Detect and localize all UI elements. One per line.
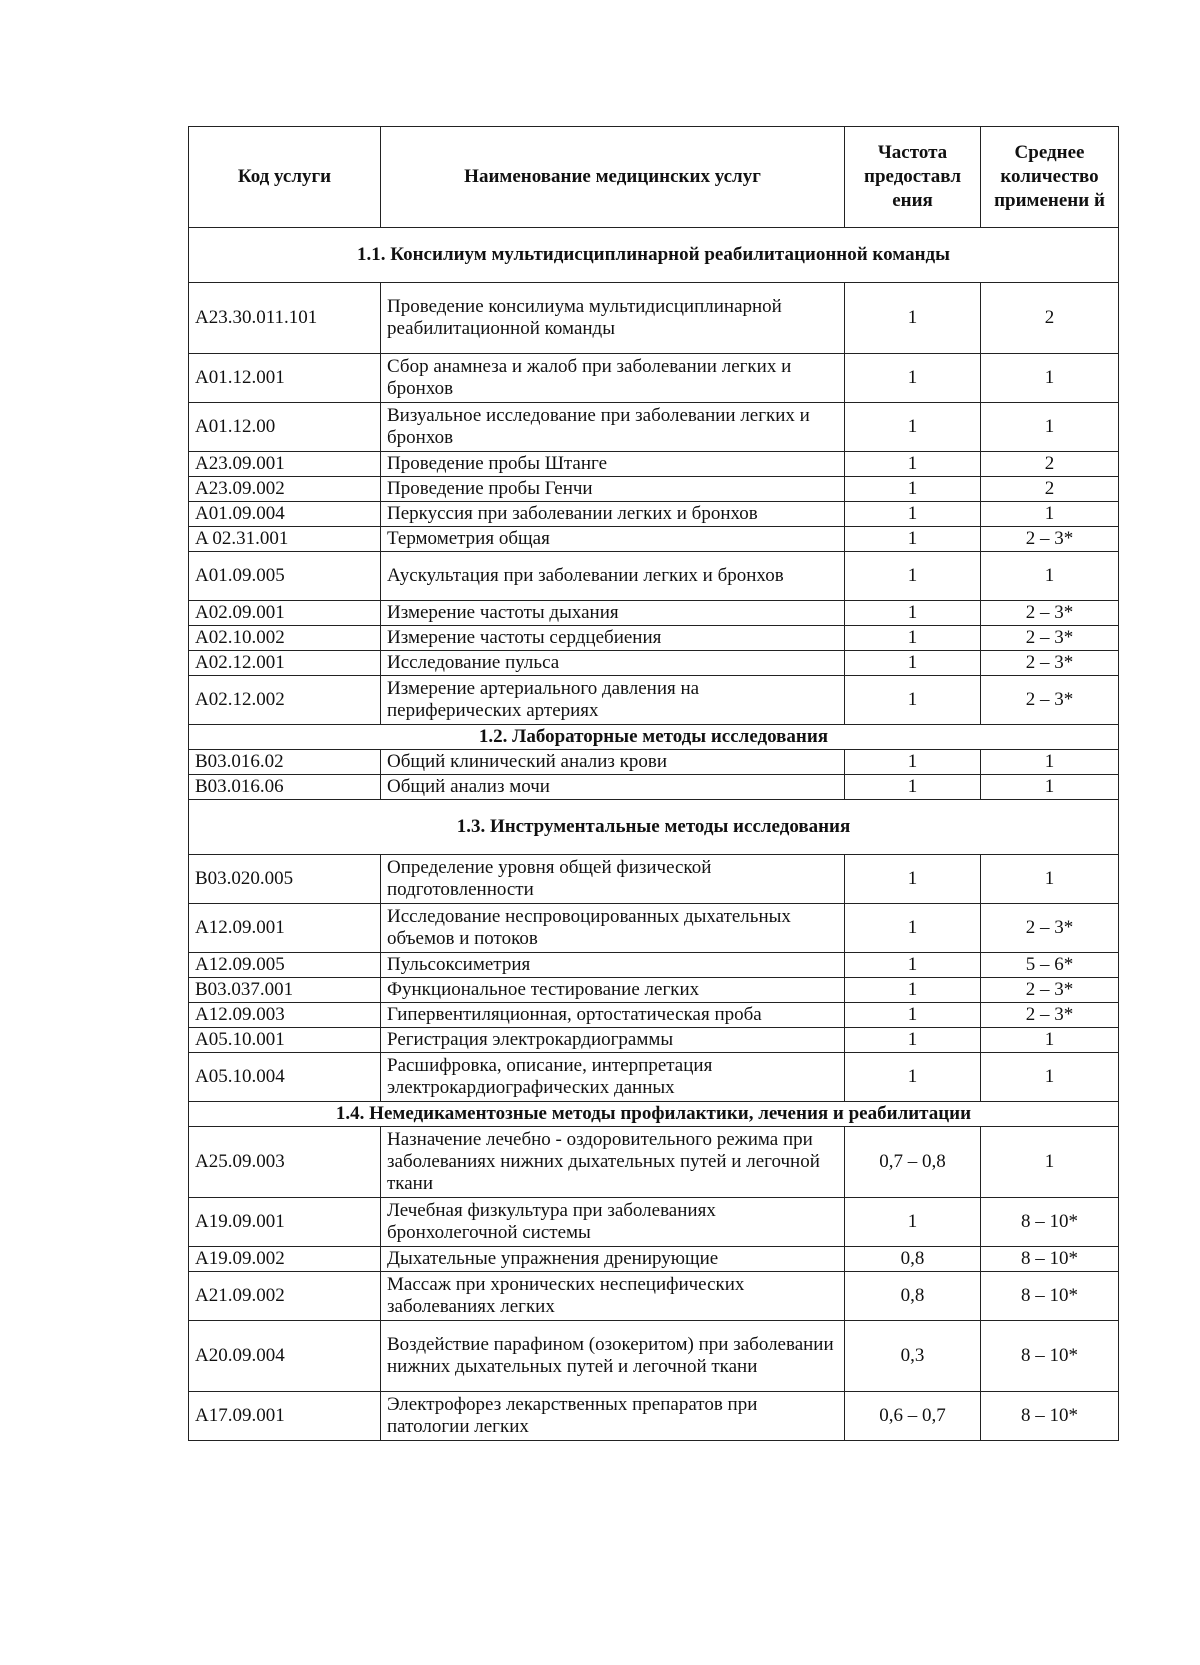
service-name: Дыхательные упражнения дренирующие	[381, 1247, 845, 1272]
service-frequency: 0,8	[845, 1247, 981, 1272]
service-code: A12.09.001	[189, 904, 381, 953]
service-name: Воздействие парафином (озокеритом) при заболевании нижних дыхательных путей и легочной ткани	[381, 1321, 845, 1392]
service-frequency: 1	[845, 477, 981, 502]
section-row	[189, 228, 1119, 283]
service-average: 1	[981, 1127, 1119, 1198]
service-name: Сбор анамнеза и жалоб при заболевании легких и бронхов	[381, 354, 845, 403]
service-code: B03.037.001	[189, 978, 381, 1003]
service-average: 8 – 10*	[981, 1198, 1119, 1247]
service-name: Электрофорез лекарственных препаратов при патологии легких	[381, 1392, 845, 1441]
service-frequency: 1	[845, 626, 981, 651]
service-frequency: 1	[845, 527, 981, 552]
table-row	[189, 978, 1119, 1003]
table-row	[189, 1321, 1119, 1392]
service-frequency: 1	[845, 354, 981, 403]
service-name: Аускультация при заболевании легких и бронхов	[381, 552, 845, 601]
table-row	[189, 354, 1119, 403]
table-row	[189, 626, 1119, 651]
table-row	[189, 1028, 1119, 1053]
table-row	[189, 775, 1119, 800]
service-average: 2 – 3*	[981, 527, 1119, 552]
service-average: 8 – 10*	[981, 1321, 1119, 1392]
service-average: 2 – 3*	[981, 676, 1119, 725]
service-code: A05.10.004	[189, 1053, 381, 1102]
service-name: Визуальное исследование при заболевании легких и бронхов	[381, 403, 845, 452]
service-name: Измерение артериального давления на периферических артериях	[381, 676, 845, 725]
section-title: 1.4. Немедикаментозные методы профилактики, лечения и реабилитации	[189, 1102, 1119, 1127]
service-average: 2 – 3*	[981, 978, 1119, 1003]
header-frequency: Частота предоставл ения	[845, 127, 981, 228]
service-average: 8 – 10*	[981, 1247, 1119, 1272]
service-average: 1	[981, 1028, 1119, 1053]
table-row	[189, 651, 1119, 676]
service-average: 2	[981, 477, 1119, 502]
service-name: Расшифровка, описание, интерпретация электрокардиографических данных	[381, 1053, 845, 1102]
service-frequency: 1	[845, 1028, 981, 1053]
service-frequency: 1	[845, 403, 981, 452]
service-name: Назначение лечебно - оздоровительного режима при заболеваниях нижних дыхательных путей и легочной ткани	[381, 1127, 845, 1198]
table-row	[189, 904, 1119, 953]
service-name: Проведение пробы Штанге	[381, 452, 845, 477]
service-name: Общий анализ мочи	[381, 775, 845, 800]
service-average: 1	[981, 354, 1119, 403]
service-average: 8 – 10*	[981, 1392, 1119, 1441]
service-code: B03.016.02	[189, 750, 381, 775]
service-code: A17.09.001	[189, 1392, 381, 1441]
table-row	[189, 477, 1119, 502]
service-code: A25.09.003	[189, 1127, 381, 1198]
service-average: 1	[981, 750, 1119, 775]
service-name: Измерение частоты дыхания	[381, 601, 845, 626]
section-title: 1.3. Инструментальные методы исследования	[189, 800, 1119, 855]
service-code: A23.09.002	[189, 477, 381, 502]
service-frequency: 1	[845, 953, 981, 978]
service-name: Лечебная физкультура при заболеваниях бронхолегочной системы	[381, 1198, 845, 1247]
service-frequency: 1	[845, 601, 981, 626]
service-code: A23.09.001	[189, 452, 381, 477]
service-name: Проведение консилиума мультидисциплинарной реабилитационной команды	[381, 283, 845, 354]
service-frequency: 1	[845, 978, 981, 1003]
table-row	[189, 953, 1119, 978]
table-row	[189, 283, 1119, 354]
service-frequency: 0,8	[845, 1272, 981, 1321]
service-frequency: 1	[845, 1198, 981, 1247]
service-code: A02.12.002	[189, 676, 381, 725]
section-title: 1.2. Лабораторные методы исследования	[189, 725, 1119, 750]
table-row	[189, 601, 1119, 626]
table-row	[189, 1392, 1119, 1441]
table-row	[189, 676, 1119, 725]
service-name: Регистрация электрокардиограммы	[381, 1028, 845, 1053]
header-average: Среднее количество применени й	[981, 127, 1119, 228]
header-name: Наименование медицинских услуг	[381, 127, 845, 228]
service-name: Гипервентиляционная, ортостатическая проба	[381, 1003, 845, 1028]
service-name: Массаж при хронических неспецифических заболеваниях легких	[381, 1272, 845, 1321]
service-frequency: 1	[845, 651, 981, 676]
service-code: B03.020.005	[189, 855, 381, 904]
section-row	[189, 800, 1119, 855]
table-row	[189, 1053, 1119, 1102]
service-code: B03.016.06	[189, 775, 381, 800]
service-name: Пульсоксиметрия	[381, 953, 845, 978]
service-name: Измерение частоты сердцебиения	[381, 626, 845, 651]
service-code: A19.09.002	[189, 1247, 381, 1272]
service-frequency: 1	[845, 1053, 981, 1102]
service-name: Общий клинический анализ крови	[381, 750, 845, 775]
service-frequency: 1	[845, 775, 981, 800]
service-average: 8 – 10*	[981, 1272, 1119, 1321]
table-row	[189, 1198, 1119, 1247]
table-row	[189, 855, 1119, 904]
service-frequency: 1	[845, 855, 981, 904]
service-code: A12.09.003	[189, 1003, 381, 1028]
service-code: A02.09.001	[189, 601, 381, 626]
header-code: Код услуги	[189, 127, 381, 228]
service-frequency: 1	[845, 552, 981, 601]
section-title: 1.1. Консилиум мультидисциплинарной реабилитационной команды	[189, 228, 1119, 283]
service-frequency: 1	[845, 502, 981, 527]
table-row	[189, 1272, 1119, 1321]
service-average: 1	[981, 552, 1119, 601]
service-name: Перкуссия при заболевании легких и бронхов	[381, 502, 845, 527]
service-average: 1	[981, 403, 1119, 452]
service-code: A02.10.002	[189, 626, 381, 651]
table-row	[189, 403, 1119, 452]
service-code: A01.12.001	[189, 354, 381, 403]
service-name: Проведение пробы Генчи	[381, 477, 845, 502]
service-code: A19.09.001	[189, 1198, 381, 1247]
table-row	[189, 452, 1119, 477]
service-average: 1	[981, 1053, 1119, 1102]
header-row	[189, 127, 1119, 228]
service-average: 1	[981, 502, 1119, 527]
service-average: 2 – 3*	[981, 1003, 1119, 1028]
service-average: 1	[981, 855, 1119, 904]
service-name: Исследование пульса	[381, 651, 845, 676]
service-average: 2 – 3*	[981, 626, 1119, 651]
service-code: A20.09.004	[189, 1321, 381, 1392]
section-row	[189, 1102, 1119, 1127]
service-code: A01.09.005	[189, 552, 381, 601]
service-code: A01.09.004	[189, 502, 381, 527]
service-code: A12.09.005	[189, 953, 381, 978]
table-row	[189, 552, 1119, 601]
service-name: Термометрия общая	[381, 527, 845, 552]
service-average: 2 – 3*	[981, 601, 1119, 626]
table-row	[189, 1127, 1119, 1198]
service-name: Исследование неспровоцированных дыхательных объемов и потоков	[381, 904, 845, 953]
service-code: A02.12.001	[189, 651, 381, 676]
service-frequency: 1	[845, 452, 981, 477]
service-average: 2	[981, 452, 1119, 477]
service-frequency: 0,7 – 0,8	[845, 1127, 981, 1198]
service-average: 2 – 3*	[981, 904, 1119, 953]
table-row	[189, 750, 1119, 775]
service-frequency: 1	[845, 750, 981, 775]
table-row	[189, 1247, 1119, 1272]
service-name: Определение уровня общей физической подготовленности	[381, 855, 845, 904]
service-name: Функциональное тестирование легких	[381, 978, 845, 1003]
table-row	[189, 502, 1119, 527]
service-code: A21.09.002	[189, 1272, 381, 1321]
services-table	[188, 126, 1119, 1441]
service-average: 5 – 6*	[981, 953, 1119, 978]
service-frequency: 0,6 – 0,7	[845, 1392, 981, 1441]
service-frequency: 1	[845, 1003, 981, 1028]
service-frequency: 1	[845, 676, 981, 725]
service-code: A23.30.011.101	[189, 283, 381, 354]
table-row	[189, 1003, 1119, 1028]
service-frequency: 1	[845, 283, 981, 354]
service-code: A05.10.001	[189, 1028, 381, 1053]
service-frequency: 1	[845, 904, 981, 953]
service-code: A01.12.00	[189, 403, 381, 452]
service-average: 2 – 3*	[981, 651, 1119, 676]
table-row	[189, 527, 1119, 552]
service-average: 2	[981, 283, 1119, 354]
service-code: A 02.31.001	[189, 527, 381, 552]
service-frequency: 0,3	[845, 1321, 981, 1392]
service-average: 1	[981, 775, 1119, 800]
section-row	[189, 725, 1119, 750]
